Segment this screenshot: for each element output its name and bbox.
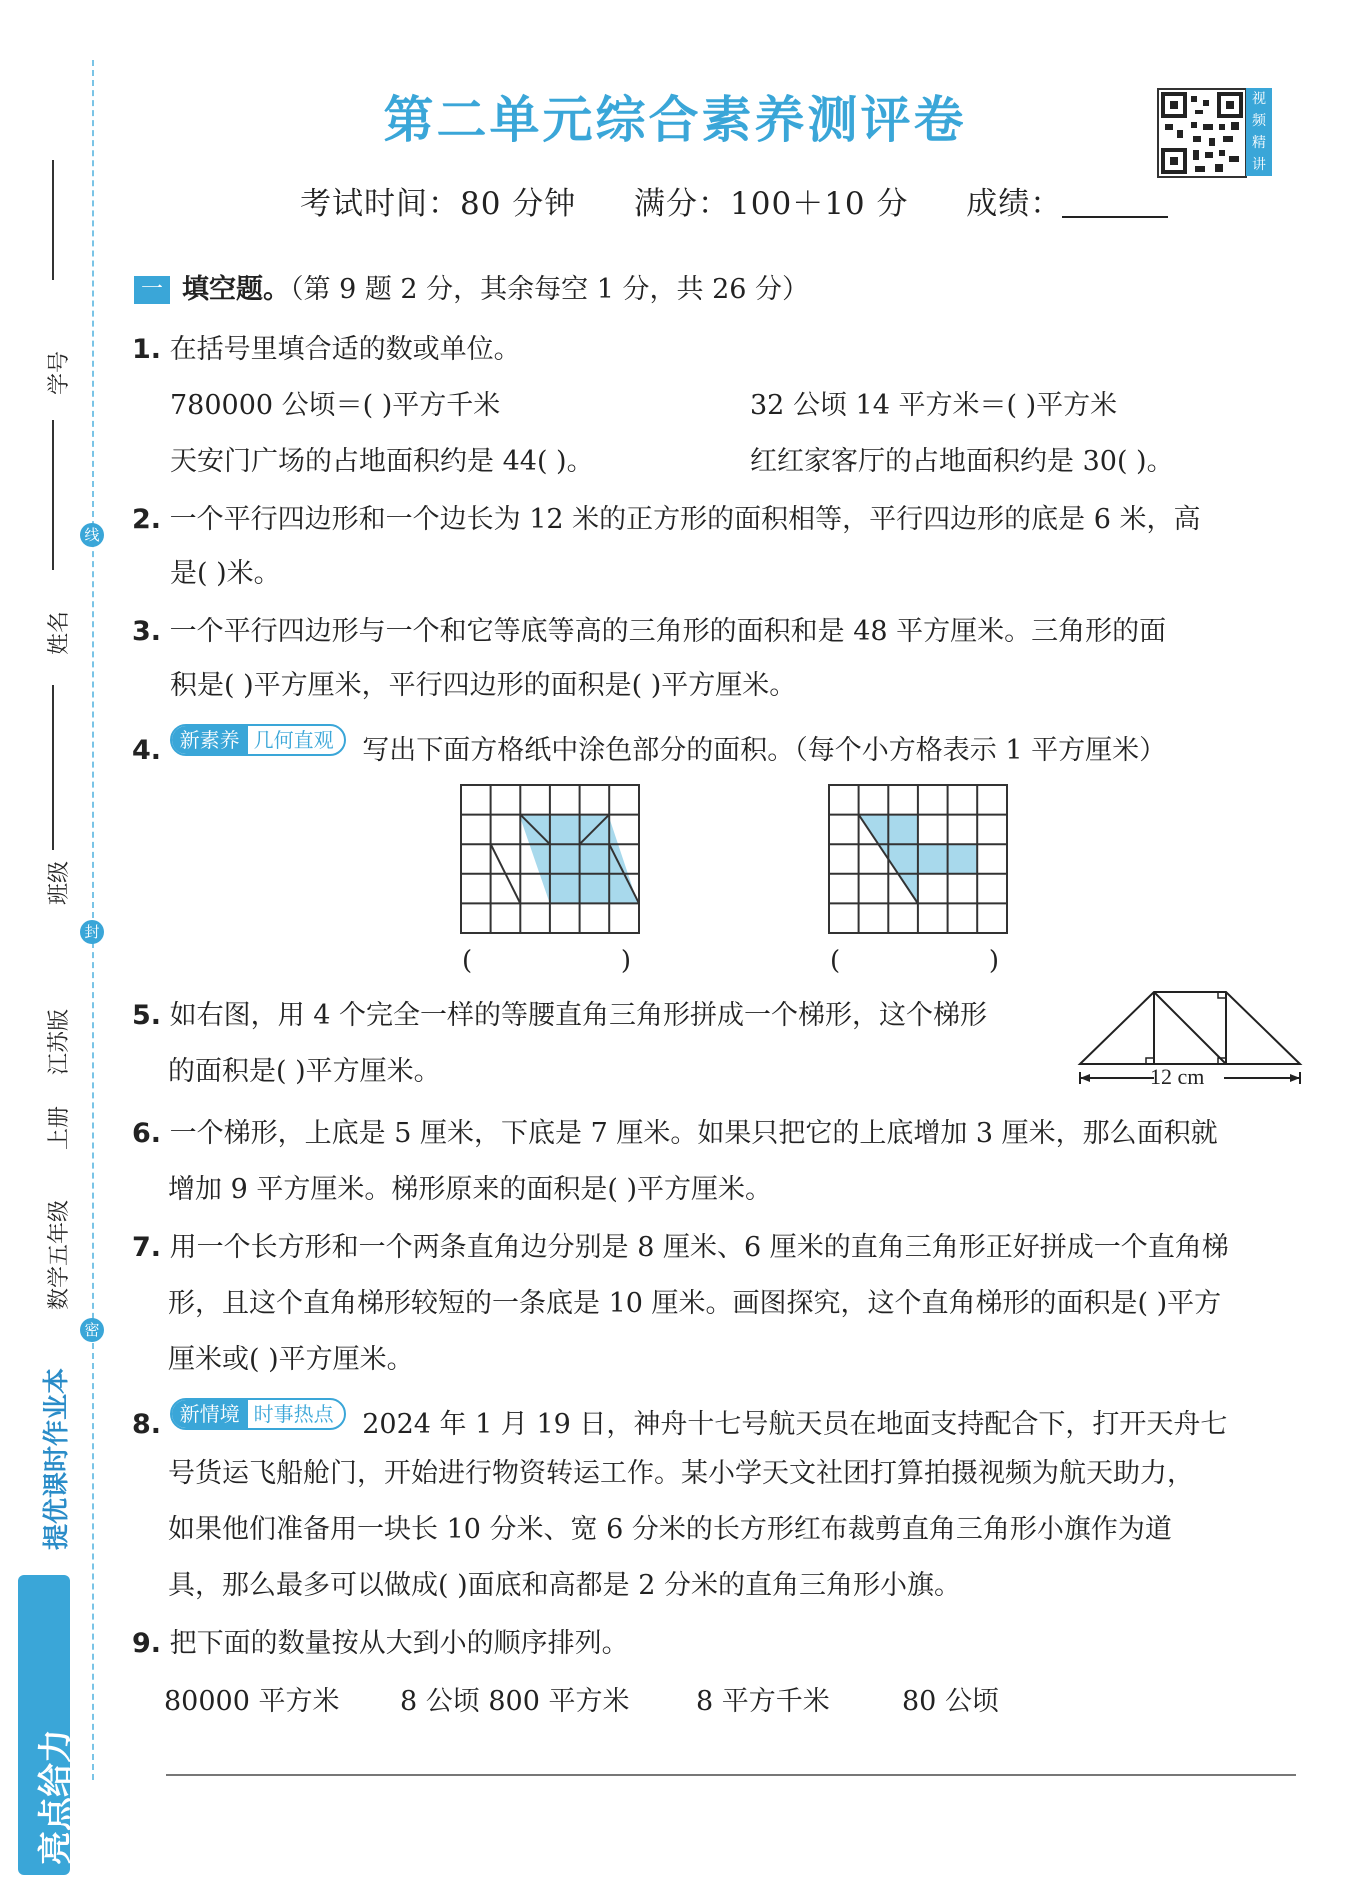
q8-line-3: 如果他们准备用一块长 10 分米、宽 6 分米的长方形红布裁剪直角三角形小旗作为道 (168, 1514, 1172, 1545)
qr-code-icon (1159, 90, 1245, 176)
question-1: 1. 在括号里填合适的数或单位。 (132, 334, 521, 365)
section-badge: 一 (134, 276, 170, 304)
seal-mark-line: 线 (80, 523, 104, 547)
q9-item-1: 80000 平方米 (164, 1686, 340, 1717)
seal-mark-feng: 封 (80, 920, 104, 944)
section-note: （第 9 题 2 分，其余每空 1 分，共 26 分） (290, 274, 810, 305)
question-8: 8. 新情境 时事热点 2024 年 1 月 19 日，神舟十七号航天员在地面支持配合下，打开天舟七 (132, 1398, 1227, 1445)
answer-line[interactable] (166, 1774, 1296, 1776)
class-label: 班级 (47, 860, 72, 905)
grid-figure-1 (460, 784, 642, 936)
q9-item-2: 8 公顷 800 平方米 (400, 1686, 630, 1717)
question-4: 4. 新素养 几何直观 写出下面方格纸中涂色部分的面积。（每个小方格表示 1 平方厘米） (132, 724, 1166, 771)
brand-logo-text: 亮点给力 (36, 1729, 76, 1865)
grid-figure-2 (828, 784, 1010, 936)
question-2: 2. 一个平行四边形和一个边长为 12 米的正方形的面积相等，平行四边形的底是 6 米，高 (132, 504, 1201, 535)
grade-label: 数学五年级 (47, 1199, 72, 1310)
q7-line-3: 厘米或( )平方厘米。 (168, 1344, 414, 1375)
tag-new-context: 新情境 时事热点 (170, 1398, 346, 1430)
q5-line-2: 的面积是( )平方厘米。 (168, 1056, 441, 1087)
edition-label: 江苏版 (47, 1008, 72, 1075)
score-blank[interactable] (1062, 190, 1168, 218)
q6-line-2: 增加 9 平方厘米。梯形原来的面积是( )平方厘米。 (168, 1174, 772, 1205)
q2-line-2: 是( )米。 (170, 558, 281, 589)
q9-item-3: 8 平方千米 (696, 1686, 830, 1717)
student-id-line (52, 160, 54, 280)
qr-code[interactable] (1157, 88, 1247, 178)
student-id-label: 学号 (47, 350, 72, 395)
seal-mark-mi: 密 (80, 1318, 104, 1342)
name-line (52, 685, 54, 850)
brand-subtitle: 提优课时作业本 (42, 1367, 72, 1550)
q8-line-2: 号货运飞船舱门，开始进行物资转运工作。某小学天文社团打算拍摄视频为航天助力， (168, 1458, 1194, 1489)
exam-meta (300, 178, 1168, 223)
grid2-answer-blank[interactable]: ( ) (830, 946, 1000, 976)
exam-time: 考试时间：80 分钟 (300, 186, 577, 222)
question-9: 9. 把下面的数量按从大到小的顺序排列。 (132, 1628, 629, 1659)
q1-item-a: 780000 公顷＝( )平方千米 (170, 390, 501, 421)
name-label: 姓名 (47, 610, 72, 655)
question-3: 3. 一个平行四边形与一个和它等底等高的三角形的面积和是 48 平方厘米。三角形的面 (132, 616, 1167, 647)
q7-line-2: 形，且这个直角梯形较短的一条底是 10 厘米。画图探究，这个直角梯形的面积是( )平方 (168, 1288, 1222, 1319)
tag-new-literacy: 新素养 几何直观 (170, 724, 346, 756)
q1-item-b: 32 公顷 14 平方米＝( )平方米 (750, 390, 1118, 421)
volume-label: 上册 (47, 1105, 72, 1150)
q1-item-d: 红红家客厅的占地面积约是 30( )。 (750, 446, 1174, 477)
full-score: 满分：100＋10 分 (634, 186, 909, 222)
section-header (134, 270, 809, 310)
q9-item-4: 80 公顷 (902, 1686, 999, 1717)
trapezoid-base-label: 12 cm (1150, 1064, 1205, 1089)
name-line-top (52, 420, 54, 570)
question-6: 6. 一个梯形，上底是 5 厘米，下底是 7 厘米。如果只把它的上底增加 3 厘米，那么面积就 (132, 1118, 1218, 1149)
grid1-answer-blank[interactable]: ( ) (462, 946, 632, 976)
q3-line-2: 积是( )平方厘米，平行四边形的面积是( )平方厘米。 (170, 670, 797, 701)
question-7: 7. 用一个长方形和一个两条直角边分别是 8 厘米、6 厘米的直角三角形正好拼成一个直角梯 (132, 1232, 1229, 1263)
section-title: 填空题。 (182, 274, 290, 305)
question-5: 5. 如右图，用 4 个完全一样的等腰直角三角形拼成一个梯形，这个梯形 (132, 1000, 987, 1031)
q1-item-c: 天安门广场的占地面积约是 44( )。 (170, 446, 594, 477)
q8-line-4: 具，那么最多可以做成( )面底和高都是 2 分米的直角三角形小旗。 (168, 1570, 961, 1601)
score-label: 成绩： (966, 186, 1063, 222)
brand-logo (18, 1575, 76, 1875)
page-title: 第二单元综合素养测评卷 (383, 91, 967, 149)
video-explain-label[interactable]: 视频精讲 (1246, 88, 1272, 176)
